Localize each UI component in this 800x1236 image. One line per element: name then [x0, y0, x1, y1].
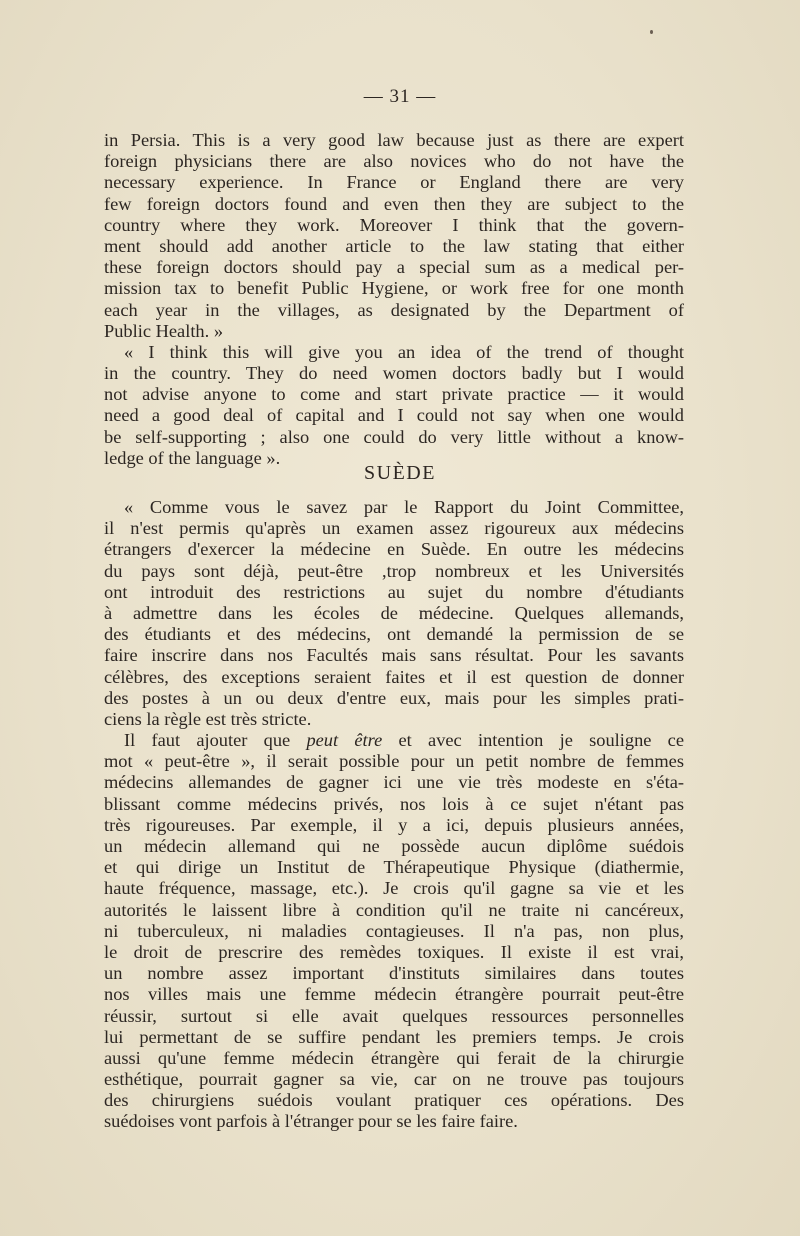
text-line: réussir, surtout si elle avait quelques ressources personnelles: [104, 1005, 684, 1026]
text-line: célèbres, des exceptions seraient faites et il est question de donner: [104, 666, 684, 687]
english-letter-excerpt: [104, 130, 684, 469]
text-line: à admettre dans les écoles de médecine. Quelques allemands,: [104, 602, 684, 623]
text-line: haute fréquence, massage, etc.). Je crois qu'il gagne sa vie et les: [104, 878, 684, 899]
text-line: « I think this will give you an idea of the trend of thought: [124, 341, 684, 362]
text-line: le droit de prescrire des remèdes toxiques. Il existe il est vrai,: [104, 941, 684, 962]
text-line: Public Health. »: [104, 320, 224, 341]
text-line: mot « peut-être », il serait possible pour un petit nombre de femmes: [104, 751, 684, 772]
text-line: aussi qu'une femme médecin étrangère qui ferait de la chirurgie: [104, 1047, 684, 1068]
text-line: in Persia. This is a very good law because just as there are expert: [104, 130, 684, 150]
emphasized-phrase: peut être: [306, 730, 383, 751]
text-line: étrangers d'exercer la médecine en Suède. En outre les médecins: [104, 539, 684, 560]
text-line: few foreign doctors found and even then they are subject to the: [104, 193, 684, 214]
text-line: lui permettant de se suffire pendant les premiers temps. Je crois: [104, 1026, 684, 1047]
text-line: des postes à un ou deux d'entre eux, mais pour les simples prati-: [104, 687, 684, 708]
text-line: suédoises vont parfois à l'étranger pour se les faire faire.: [104, 1111, 518, 1132]
text-line: esthétique, pourrait gagner sa vie, car on ne trouve pas toujours: [104, 1069, 684, 1090]
french-letter-excerpt: [104, 497, 684, 1133]
text-line: il n'est permis qu'après un examen assez rigoureux aux médecins: [104, 518, 684, 539]
text-line: each year in the villages, as designated by the Department of: [104, 299, 684, 320]
page-number: — 31 —: [363, 86, 437, 107]
text-line: un médecin allemand qui ne possède aucun diplôme suédois: [104, 836, 684, 856]
text-line: not advise anyone to come and start private practice — it would: [104, 384, 684, 405]
text-line: country where they work. Moreover I think that the govern-: [104, 214, 684, 235]
text-line: in the country. They do need women doctors badly but I would: [104, 363, 684, 384]
text-line: be self-supporting ; also one could do very little without a know-: [104, 426, 684, 447]
text-line: faire inscrire dans nos Facultés mais sans résultat. Pour les savants: [104, 645, 684, 666]
text-line: autorités le laissent libre à condition qu'il ne traite ni cancéreux,: [104, 899, 684, 920]
text-line: du pays sont déjà, peut-être ,trop nombreux et les Universités: [104, 560, 684, 581]
text-line: necessary experience. In France or England there are very: [104, 172, 684, 193]
text-line: mission tax to benefit Public Hygiene, or work free for one month: [104, 278, 684, 299]
text-line: « Comme vous le savez par le Rapport du Joint Committee,: [124, 497, 684, 517]
text-line: need a good deal of capital and I could not say when one would: [104, 405, 684, 426]
text-line: un nombre assez important d'instituts similaires dans toutes: [104, 963, 684, 984]
text-line: nos villes mais une femme médecin étrangère pourrait peut-être: [104, 984, 684, 1005]
text-line: blissant comme médecins privés, nos lois à ce sujet n'étant pas: [104, 793, 684, 814]
text-line: des étudiants et des médecins, ont demandé la permission de se: [104, 624, 684, 645]
text-line: médecins allemandes de gagner ici une vie très modeste en s'éta-: [104, 772, 684, 793]
text-line: ledge of the language ».: [104, 447, 281, 468]
text-line: et qui dirige un Institut de Thérapeutique Physique (diathermie,: [104, 857, 684, 878]
section-heading: SUÈDE: [364, 462, 436, 484]
text-line: très rigoureuses. Par exemple, il y a ici, depuis plusieurs années,: [104, 814, 684, 835]
text-line: Il faut ajouter que peut être et avec intention je souligne ce: [124, 730, 685, 751]
text-line: these foreign doctors should pay a special sum as a medical per-: [104, 257, 684, 278]
text-line: des chirurgiens suédois voulant pratiquer ces opérations. Des: [104, 1090, 684, 1111]
text-line: ni tuberculeux, ni maladies contagieuses. Il n'a pas, non plus,: [104, 920, 684, 941]
text-line: ment should add another article to the law stating that either: [104, 235, 684, 256]
text-line: ciens la règle est très stricte.: [104, 708, 312, 729]
text-line: ont introduit des restrictions au sujet du nombre d'étudiants: [104, 581, 684, 602]
text-line: foreign physicians there are also novices who do not have the: [104, 151, 684, 172]
ink-speck: [650, 30, 653, 34]
